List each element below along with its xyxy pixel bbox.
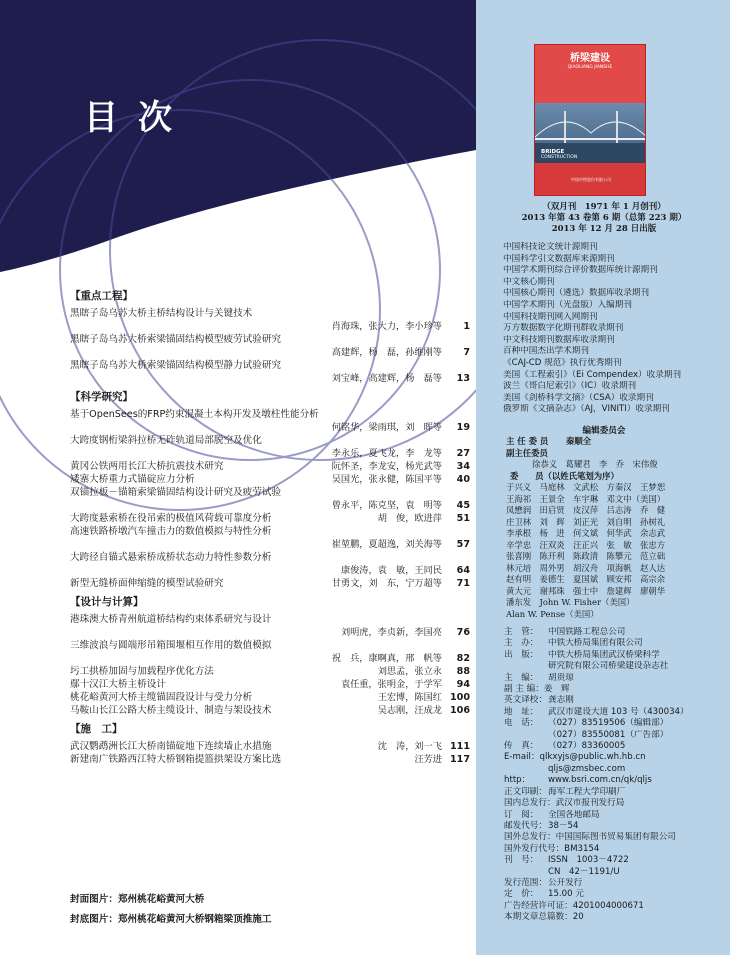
info-value: ISSN 1003－4722 bbox=[548, 855, 629, 866]
info-value: 全国各地邮局 bbox=[548, 809, 600, 820]
info-value: 15.00 元 bbox=[548, 889, 584, 900]
info-row bbox=[504, 775, 726, 786]
info-value: 公开发行 bbox=[548, 877, 583, 888]
toc-entry-page: 106 bbox=[449, 705, 470, 716]
toc-entry-authors: 康俊涛，袁 敏，王同民 bbox=[340, 565, 442, 576]
toc-entry-page: 117 bbox=[449, 754, 470, 765]
info-value: （027）83360005 bbox=[548, 741, 626, 752]
toc-entry-page: 82 bbox=[456, 653, 470, 664]
info-row bbox=[504, 912, 726, 923]
toc-entry[interactable] bbox=[70, 639, 470, 665]
toc-entry-authors: 胡 俊，欧进萍 bbox=[377, 513, 442, 524]
toc-entry-title[interactable]: 黑瞎子岛乌苏大桥索梁锚固结构模型疲劳试验研究 bbox=[70, 334, 282, 345]
toc-entry-title[interactable]: 黑瞎子岛乌苏大桥主桥结构设计与关键技术 bbox=[70, 308, 253, 319]
toc-entry-page: 57 bbox=[456, 539, 470, 550]
indexing-list bbox=[503, 242, 725, 416]
toc-entry-title[interactable]: 鄢十汉江大桥主桥设计 bbox=[70, 679, 166, 690]
info-row bbox=[504, 627, 726, 638]
info-row bbox=[504, 638, 726, 649]
info-key: 电 话： bbox=[504, 718, 539, 729]
info-key: 出 版： bbox=[504, 649, 539, 660]
toc-section-heading: 【施 工】 bbox=[70, 723, 123, 735]
info-key: 国外发行代号： bbox=[504, 843, 565, 854]
toc-entry-authors: 刘宝峰，高建辉，杨 磊等 bbox=[331, 373, 442, 384]
toc-entry-title[interactable]: 武汉鹦鹉洲长江大桥南锚碇地下连续墙止水措施 bbox=[70, 741, 272, 752]
toc-entry-page: 13 bbox=[456, 373, 470, 384]
info-row bbox=[504, 878, 726, 889]
toc-entry[interactable] bbox=[70, 525, 470, 551]
indexing-item: 中国科技期刊网入网期刊 bbox=[503, 311, 598, 322]
front-cover-value: 郑州桃花峪黄河大桥 bbox=[117, 894, 205, 905]
info-value: 武汉市建设大道 103 号（430034） bbox=[548, 706, 689, 717]
info-value: 龚志刚 bbox=[548, 695, 574, 706]
indexing-item: 波兰《哥白尼索引》（IC）收录期刊 bbox=[503, 381, 637, 392]
toc-entry-authors: 李永乐，夏飞龙，李 龙等 bbox=[331, 448, 442, 459]
info-row bbox=[504, 661, 726, 672]
members-label: 委 员（以姓氏笔划为序） bbox=[510, 470, 619, 481]
toc-entry[interactable] bbox=[70, 691, 470, 704]
issue-info bbox=[478, 202, 730, 235]
back-cover-value: 郑州桃花峪黄河大桥钢箱梁顶推施工 bbox=[117, 914, 272, 925]
journal-cover-thumbnail bbox=[534, 44, 646, 196]
info-key bbox=[504, 867, 548, 878]
vice-director-names: 徐恭义 葛耀君 李 乔 宋伟俊 bbox=[532, 459, 658, 469]
issue-line-3: 2013 年 12 月 28 日出版 bbox=[551, 224, 657, 234]
toc-entry[interactable] bbox=[70, 753, 470, 766]
info-value: 38－54 bbox=[548, 820, 579, 831]
info-row bbox=[504, 901, 726, 912]
toc-entry-authors: 阮怀圣，李龙安，杨光武等 bbox=[331, 461, 442, 472]
info-value: （027）83519506（编辑部） bbox=[548, 718, 669, 729]
toc-entry-page: 40 bbox=[456, 474, 470, 485]
toc-entry-title[interactable]: 大跨径自锚式悬索桥成桥状态动力特性参数分析 bbox=[70, 552, 272, 563]
info-row bbox=[504, 741, 726, 752]
toc-entry[interactable] bbox=[70, 512, 470, 525]
info-key: 邮发代号： bbox=[504, 820, 547, 831]
indexing-item: 《CAJ-CD 规范》执行优秀期刊 bbox=[503, 357, 622, 368]
info-row bbox=[504, 684, 726, 695]
toc-section-heading: 【科学研究】 bbox=[70, 391, 133, 403]
toc-entry[interactable] bbox=[70, 740, 470, 753]
member-row: 赵有明 姜德生 夏国斌 顾安邦 高宗余 bbox=[506, 574, 666, 584]
back-cover-label: 封底图片： bbox=[70, 914, 118, 925]
toc-entry-title[interactable]: 矮寨大桥重力式锚碇应力分析 bbox=[70, 474, 195, 485]
toc-entry-authors: 汪芳进 bbox=[414, 754, 442, 765]
editorial-board-title: 编辑委员会 bbox=[582, 426, 626, 436]
info-row bbox=[504, 752, 726, 763]
toc-entry-authors: 刘思孟，张立永 bbox=[377, 666, 442, 677]
cover-publisher: 中国中铁股份有限公司 bbox=[571, 177, 611, 182]
toc-entry[interactable] bbox=[70, 408, 470, 434]
toc-entry[interactable] bbox=[70, 486, 470, 512]
info-key bbox=[504, 661, 548, 672]
member-row: 黄大元 谢邦珠 强士中 詹建辉 廖朝华 bbox=[506, 585, 666, 596]
toc-entry-authors: 高建辉，杨 磊，孙维刚等 bbox=[331, 347, 442, 358]
indexing-item: 中文核心期刊 bbox=[503, 276, 555, 287]
front-cover-label: 封面图片： bbox=[70, 894, 118, 905]
toc-entry-page: 1 bbox=[463, 321, 470, 332]
toc-entry-page: 111 bbox=[449, 741, 470, 752]
info-key: http： bbox=[504, 775, 531, 786]
info-row bbox=[504, 730, 726, 741]
info-value: BM3154 bbox=[564, 843, 600, 854]
toc-entry-authors: 刘明虎，李贞新，李国亮 bbox=[340, 627, 442, 638]
info-value: www.bsri.com.cn/qk/qljs bbox=[548, 775, 652, 786]
toc-entry[interactable] bbox=[70, 434, 470, 460]
toc-entry-page: 76 bbox=[456, 627, 470, 638]
cover-label: BRIDGE bbox=[541, 149, 565, 155]
toc-entry-page: 34 bbox=[456, 461, 470, 472]
info-value: 中铁大桥局集团有限公司 bbox=[548, 638, 643, 649]
info-value: 姜 辉 bbox=[543, 684, 570, 695]
toc-entry[interactable] bbox=[70, 678, 470, 691]
toc-entry-authors: 吴国光，张永健，陈国平等 bbox=[331, 474, 442, 485]
indexing-item: 美国《工程索引》（Ei Compendex）收录期刊 bbox=[503, 369, 682, 380]
info-value: 4201004000671 bbox=[572, 900, 644, 911]
toc-section-heading: 【重点工程】 bbox=[70, 290, 133, 302]
indexing-item: 俄罗斯《文摘杂志》（AJ，VINITI）收录期刊 bbox=[503, 404, 670, 415]
toc-entry[interactable] bbox=[70, 460, 470, 473]
info-value: （027）83550081（广告部） bbox=[548, 729, 669, 740]
issue-line-1: （双月刊 1971 年 1 月创刊） bbox=[542, 202, 666, 212]
member-row: 李承根 杨 进 何文斌 何华武 余志武 bbox=[506, 528, 666, 538]
toc-entry-authors: 沈 涛，刘一飞 bbox=[377, 741, 442, 752]
toc-entry-title[interactable]: 三维波浪与圆端形吊箱围堰相互作用的数值模拟 bbox=[70, 640, 272, 651]
info-key: 英文译校： bbox=[504, 695, 547, 706]
toc-entry-authors: 祝 兵，康啊真，邢 帆等 bbox=[331, 653, 442, 664]
info-key: 地 址： bbox=[504, 706, 539, 717]
members-list bbox=[506, 482, 726, 620]
member-row: 于兴义 马庭林 文武松 方秦汉 王梦恕 bbox=[506, 482, 666, 492]
toc-entry[interactable] bbox=[70, 551, 470, 577]
toc-entry-title[interactable]: 新型无缝桥面伸缩缝的模型试验研究 bbox=[70, 578, 224, 589]
toc-entry-title[interactable]: 港珠澳大桥青州航道桥结构约束体系研究与设计 bbox=[70, 614, 272, 625]
info-row bbox=[504, 867, 726, 878]
toc-entry[interactable] bbox=[70, 359, 470, 385]
info-key bbox=[504, 730, 548, 741]
toc-entry-page: 51 bbox=[456, 513, 470, 524]
editorial-board bbox=[506, 436, 726, 620]
toc-entry-authors: 袁任重，张明金，于学军 bbox=[340, 679, 442, 690]
info-row bbox=[504, 707, 726, 718]
cover-label-sub: CONSTRUCTION bbox=[541, 155, 578, 160]
toc-entry-title[interactable]: 黄冈公铁两用长江大桥抗震技术研究 bbox=[70, 461, 224, 472]
cover-title: 桥梁建设 bbox=[570, 53, 610, 64]
toc-entry-authors: 曾永平，陈克坚，袁 明等 bbox=[331, 500, 442, 511]
info-value: 研究院有限公司桥梁建设杂志社 bbox=[548, 661, 669, 672]
indexing-item: 中国学术期刊（光盘版）入编期刊 bbox=[503, 299, 632, 310]
indexing-item: 中国科学引文数据库来源期刊 bbox=[503, 253, 615, 264]
info-value: CN 42－1191/U bbox=[548, 866, 620, 877]
indexing-item: 万方数据数字化期刊群收录期刊 bbox=[503, 323, 624, 334]
member-row: 张喜刚 陈开利 陈政清 陈攀元 范立础 bbox=[506, 551, 666, 561]
toc-entry-title[interactable]: 高速铁路桥墩汽车撞击力的数值模拟与特性分析 bbox=[70, 526, 272, 537]
toc-entry-title[interactable]: 双锚拉板－锚箱索梁锚固结构设计研究及疲劳试验 bbox=[70, 487, 282, 498]
toc-entry-authors: 甘勇文，刘 东，宁万超等 bbox=[331, 578, 442, 589]
member-row: 林元培 周外男 胡汉舟 项海帆 赵人达 bbox=[506, 562, 666, 573]
info-row bbox=[504, 798, 726, 809]
info-value: qljs@zmsbec.com bbox=[548, 763, 626, 774]
toc-entry-authors: 崔堃鹏，夏超逸，刘关海等 bbox=[331, 539, 442, 550]
info-row bbox=[504, 844, 726, 855]
info-value: 中国铁路工程总公司 bbox=[548, 627, 626, 637]
director-label: 主 任 委 员 bbox=[506, 436, 549, 446]
toc-entry-page: 19 bbox=[456, 422, 470, 433]
toc-entry-title[interactable]: 黑瞎子岛乌苏大桥索梁锚固结构模型静力试验研究 bbox=[70, 360, 282, 371]
toc-entry-authors: 王宏博，陈国红 bbox=[377, 692, 442, 703]
vice-director-label: 副主任委员 bbox=[506, 447, 548, 458]
toc-section-heading: 【设计与计算】 bbox=[70, 596, 144, 608]
member-row: 潘东发 John W. Fisher（美国） bbox=[506, 597, 635, 607]
member-row: 庄卫林 刘 辉 刘正光 刘自明 孙树礼 bbox=[506, 516, 666, 527]
indexing-item: 中国核心期刊（遴选）数据库收录期刊 bbox=[503, 288, 650, 299]
toc-entry-page: 100 bbox=[449, 692, 470, 703]
director-name: 秦顺全 bbox=[566, 436, 592, 446]
info-value: 海军工程大学印刷厂 bbox=[548, 786, 626, 797]
info-value: 中国国际图书贸易集团有限公司 bbox=[555, 832, 676, 843]
toc-entry[interactable] bbox=[70, 473, 470, 486]
toc-entry-title[interactable]: 基于OpenSees的FRP约束混凝土本构开发及墩柱性能分析 bbox=[70, 409, 319, 420]
info-key: E-mail： bbox=[504, 752, 540, 763]
info-row bbox=[504, 855, 726, 866]
info-key: 主 办： bbox=[504, 638, 539, 649]
toc-entry-page: 45 bbox=[456, 500, 470, 511]
info-row bbox=[504, 832, 726, 843]
info-value: 胡贵琼 bbox=[548, 672, 574, 683]
info-key: 本期文章总篇数： bbox=[504, 912, 573, 923]
toc-entry[interactable] bbox=[70, 613, 470, 639]
indexing-item: 中国科技论文统计源期刊 bbox=[503, 242, 598, 252]
indexing-item: 百种中国杰出学术期刊 bbox=[503, 346, 589, 357]
toc-entry-title[interactable]: 新建南广铁路西江特大桥钢箱提篮拱架设方案比选 bbox=[70, 754, 282, 765]
info-row bbox=[504, 889, 726, 900]
toc-entry[interactable] bbox=[70, 577, 470, 590]
toc-entry-page: 88 bbox=[456, 666, 470, 677]
info-key bbox=[504, 764, 548, 775]
toc-entry[interactable] bbox=[70, 333, 470, 359]
toc-entry-authors: 吴志刚，汪成龙 bbox=[377, 705, 442, 716]
info-value: 武汉市报刊发行局 bbox=[555, 798, 625, 809]
indexing-item: 中国学术期刊综合评价数据库统计源期刊 bbox=[503, 265, 658, 276]
toc-entry[interactable] bbox=[70, 704, 470, 717]
info-key: 正文印刷： bbox=[504, 786, 547, 797]
publication-info bbox=[504, 627, 726, 924]
info-key: 主 编： bbox=[504, 672, 539, 683]
issue-line-2: 2013 年第 43 卷第 6 期（总第 223 期） bbox=[521, 213, 687, 223]
indexing-item: 中文科技期刊数据库收录期刊 bbox=[503, 334, 615, 345]
info-key: 国内总发行： bbox=[504, 798, 556, 809]
info-key: 订 阅： bbox=[504, 809, 539, 820]
info-row bbox=[504, 787, 726, 798]
member-row: 凤懋润 田启贤 皮汉萍 吕志涛 乔 健 bbox=[506, 505, 666, 515]
toc-entry[interactable] bbox=[70, 665, 470, 678]
toc-entry-title[interactable]: 大跨度钢桁梁斜拉桥无砟轨道局部脱空及优化 bbox=[70, 435, 262, 446]
toc-entry-page: 27 bbox=[456, 448, 470, 459]
info-key: 主 管： bbox=[504, 627, 539, 637]
info-row bbox=[504, 764, 726, 775]
info-row bbox=[504, 810, 726, 821]
toc-entry-page: 64 bbox=[456, 565, 470, 576]
toc-entry-page: 71 bbox=[456, 578, 470, 589]
toc-entry-page: 7 bbox=[463, 347, 470, 358]
toc-entry-title[interactable]: 圬工拱桥加固与加载程序优化方法 bbox=[70, 666, 214, 677]
info-value: 中铁大桥局集团武汉桥梁科学 bbox=[548, 649, 660, 660]
info-key: 广告经营许可证： bbox=[504, 900, 573, 911]
info-key: 国外总发行： bbox=[504, 832, 556, 843]
member-row: Alan W. Pense（美国） bbox=[506, 608, 599, 619]
info-key: 副 主 编： bbox=[504, 684, 544, 695]
info-row bbox=[504, 821, 726, 832]
cover-pinyin: QIAOLIANG JIANSHE bbox=[567, 65, 613, 70]
info-key: 发行范围： bbox=[504, 877, 547, 888]
toc-entry-title[interactable]: 马鞍山长江公路大桥主缆设计、制造与架设技术 bbox=[70, 705, 272, 716]
toc-entry-authors: 何铭华，梁雨琪，刘 晖等 bbox=[331, 422, 442, 433]
info-key: 传 真： bbox=[504, 741, 539, 752]
info-key: 刊 号： bbox=[504, 855, 539, 866]
info-value: qlkxyjs@public.wh.hb.cn bbox=[539, 752, 646, 763]
toc-entry[interactable] bbox=[70, 307, 470, 333]
info-value: 20 bbox=[572, 912, 584, 923]
page-title: 目次 bbox=[84, 98, 192, 138]
member-row: 王海祁 王景全 车宇琳 邓文中（美国） bbox=[506, 493, 666, 504]
info-key: 定 价： bbox=[504, 889, 539, 900]
info-row bbox=[504, 650, 726, 661]
info-row bbox=[504, 673, 726, 684]
indexing-item: 美国《剑桥科学文摘》（CSA）收录期刊 bbox=[503, 392, 654, 403]
toc-entry-title[interactable]: 大跨度悬索桥在役吊索的极值风荷载可靠度分析 bbox=[70, 513, 272, 524]
member-row: 辛学忠 汪双炎 汪正兴 张 敏 张忠方 bbox=[506, 539, 666, 550]
toc-entry-page: 94 bbox=[456, 679, 470, 690]
info-row bbox=[504, 695, 726, 706]
toc-entry-title[interactable]: 桃花峪黄河大桥主缆锚固段设计与受力分析 bbox=[70, 692, 253, 703]
toc-entry-authors: 肖海珠，张大力，李小珍等 bbox=[331, 321, 442, 332]
cover-captions bbox=[70, 888, 271, 932]
info-row bbox=[504, 718, 726, 729]
table-of-contents bbox=[70, 290, 470, 766]
